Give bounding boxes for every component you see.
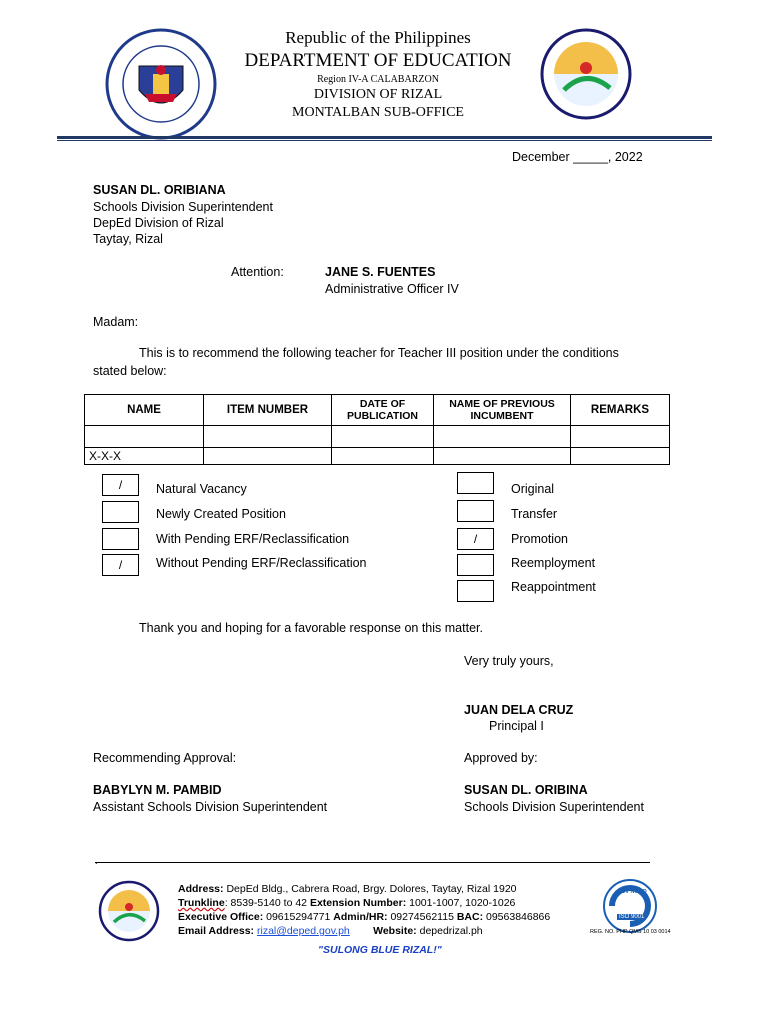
label-reappointment: Reappointment <box>511 580 596 594</box>
address-value: DepEd Bldg., Cabrera Road, Brgy. Dolores, Taytay, Rizal 1920 <box>226 883 517 895</box>
table-header-row <box>85 395 670 426</box>
checkbox-promotion[interactable]: / <box>457 528 494 550</box>
address-label: Address: <box>178 883 224 895</box>
checkbox-reemployment[interactable] <box>457 554 494 576</box>
addressee-name: SUSAN DL. ORIBIANA <box>93 183 226 197</box>
rizal-division-seal-logo <box>540 28 632 120</box>
cert-brand: TÜV NORD <box>618 889 647 895</box>
letter-date: December _____, 2022 <box>512 150 643 164</box>
footer-address-line <box>178 882 550 896</box>
table-cell <box>332 426 434 448</box>
exec-office-label: Executive Office: <box>178 911 264 923</box>
table-cell <box>332 448 434 465</box>
complimentary-close: Very truly yours, <box>464 654 554 668</box>
department-heading: DEPARTMENT OF EDUCATION <box>244 50 512 71</box>
admin-hr-value: 09274562115 <box>387 911 457 923</box>
trunkline-value: : 8539-5140 to 42 <box>224 897 310 909</box>
attention-name: JANE S. FUENTES <box>325 265 436 279</box>
division-heading: DIVISION OF RIZAL <box>313 87 443 102</box>
salutation: Madam: <box>93 315 139 329</box>
label-natural-vacancy: Natural Vacancy <box>156 482 247 496</box>
col-header-name: NAME <box>85 395 204 426</box>
col-header-previous-incumbent: NAME OF PREVIOUS INCUMBENT <box>434 395 571 426</box>
approver-name: SUSAN DL. ORIBINA <box>464 783 588 797</box>
footer-rule-dot: . <box>95 856 98 866</box>
deped-seal-logo <box>105 28 217 140</box>
table-cell <box>204 448 332 465</box>
col-header-date-of-publication: DATE OF PUBLICATION <box>332 395 434 426</box>
bac-value: 09563846866 <box>483 911 551 923</box>
checkbox-original[interactable] <box>457 472 494 494</box>
footer-trunkline-line <box>178 896 550 910</box>
header-rule <box>57 136 712 139</box>
table-cell <box>434 426 571 448</box>
table-row <box>85 448 670 465</box>
approved-by-label: Approved by: <box>464 751 538 765</box>
teacher-table <box>84 394 670 465</box>
website-label: Website: <box>373 925 417 937</box>
table-cell <box>434 448 571 465</box>
header-rule-thin <box>57 140 712 141</box>
body-line-1: This is to recommend the following teacher for Teacher III position under the conditions <box>139 346 619 360</box>
attention-label: Attention: <box>231 265 284 279</box>
footer-contact-block <box>178 882 550 938</box>
label-newly-created-position: Newly Created Position <box>156 507 286 521</box>
label-original: Original <box>511 482 555 496</box>
checkbox-without-pending-erf[interactable]: / <box>102 554 139 576</box>
cert-code: ISO 9001 <box>619 914 645 920</box>
checkbox-newly-created-position[interactable] <box>102 501 139 523</box>
suboffice-heading: MONTALBAN SUB-OFFICE <box>292 105 464 120</box>
label-without-pending-erf: Without Pending ERF/Reclassification <box>156 556 367 570</box>
extension-label: Extension Number: <box>309 897 407 909</box>
label-with-pending-erf: With Pending ERF/Reclassification <box>156 532 350 546</box>
email-link[interactable]: rizal@deped.gov.ph <box>256 925 350 937</box>
footer-phone-line <box>178 910 550 924</box>
label-reemployment: Reemployment <box>511 556 596 570</box>
checkbox-natural-vacancy[interactable]: / <box>102 474 139 496</box>
col-header-item-number: ITEM NUMBER <box>204 395 332 426</box>
label-transfer: Transfer <box>511 507 558 521</box>
col-header-remarks: REMARKS <box>571 395 670 426</box>
approver-title: Schools Division Superintendent <box>464 800 644 814</box>
table-cell <box>204 426 332 448</box>
admin-hr-label: Admin/HR: <box>333 911 388 923</box>
table-cell: X-X-X <box>85 448 204 465</box>
republic-heading: Republic of the Philippines <box>285 28 471 47</box>
body-line-2: stated below: <box>93 364 167 378</box>
cert-registration: REG. NO. PHP QMS 10 03 0014 <box>590 929 671 935</box>
footer-rizal-seal-logo <box>98 880 160 942</box>
signatory-title: Principal I <box>489 719 544 733</box>
extension-value: 1001-1007, 1020-1026 <box>406 897 516 909</box>
label-promotion: Promotion <box>511 532 568 546</box>
bac-label: BAC: <box>456 911 484 923</box>
attention-title: Administrative Officer IV <box>325 282 459 296</box>
addressee-location: Taytay, Rizal <box>93 232 163 246</box>
website-value: depedrizal.ph <box>416 925 483 937</box>
footer-email-line <box>178 924 550 938</box>
signatory-name: JUAN DELA CRUZ <box>464 703 574 717</box>
trunkline-label: Trunkline <box>178 897 225 909</box>
checkbox-transfer[interactable] <box>457 500 494 522</box>
recommender-title: Assistant Schools Division Superintendent <box>93 800 328 814</box>
table-cell <box>571 426 670 448</box>
email-label: Email Address: <box>178 925 255 937</box>
iso-cert-logo <box>602 878 658 934</box>
footer-rule <box>95 862 650 863</box>
addressee-office: DepEd Division of Rizal <box>93 216 224 230</box>
checkbox-with-pending-erf[interactable] <box>102 528 139 550</box>
exec-office-value: 09615294771 <box>263 911 334 923</box>
region-heading: Region IV-A CALABARZON <box>317 74 439 85</box>
table-row <box>85 426 670 448</box>
recommending-approval-label: Recommending Approval: <box>93 751 237 765</box>
addressee-title: Schools Division Superintendent <box>93 200 273 214</box>
recommender-name: BABYLYN M. PAMBID <box>93 783 222 797</box>
motto: "SULONG BLUE RIZAL!" <box>318 944 442 956</box>
table-cell <box>85 426 204 448</box>
table-cell <box>571 448 670 465</box>
closing-line: Thank you and hoping for a favorable response on this matter. <box>139 621 483 635</box>
checkbox-reappointment[interactable] <box>457 580 494 602</box>
